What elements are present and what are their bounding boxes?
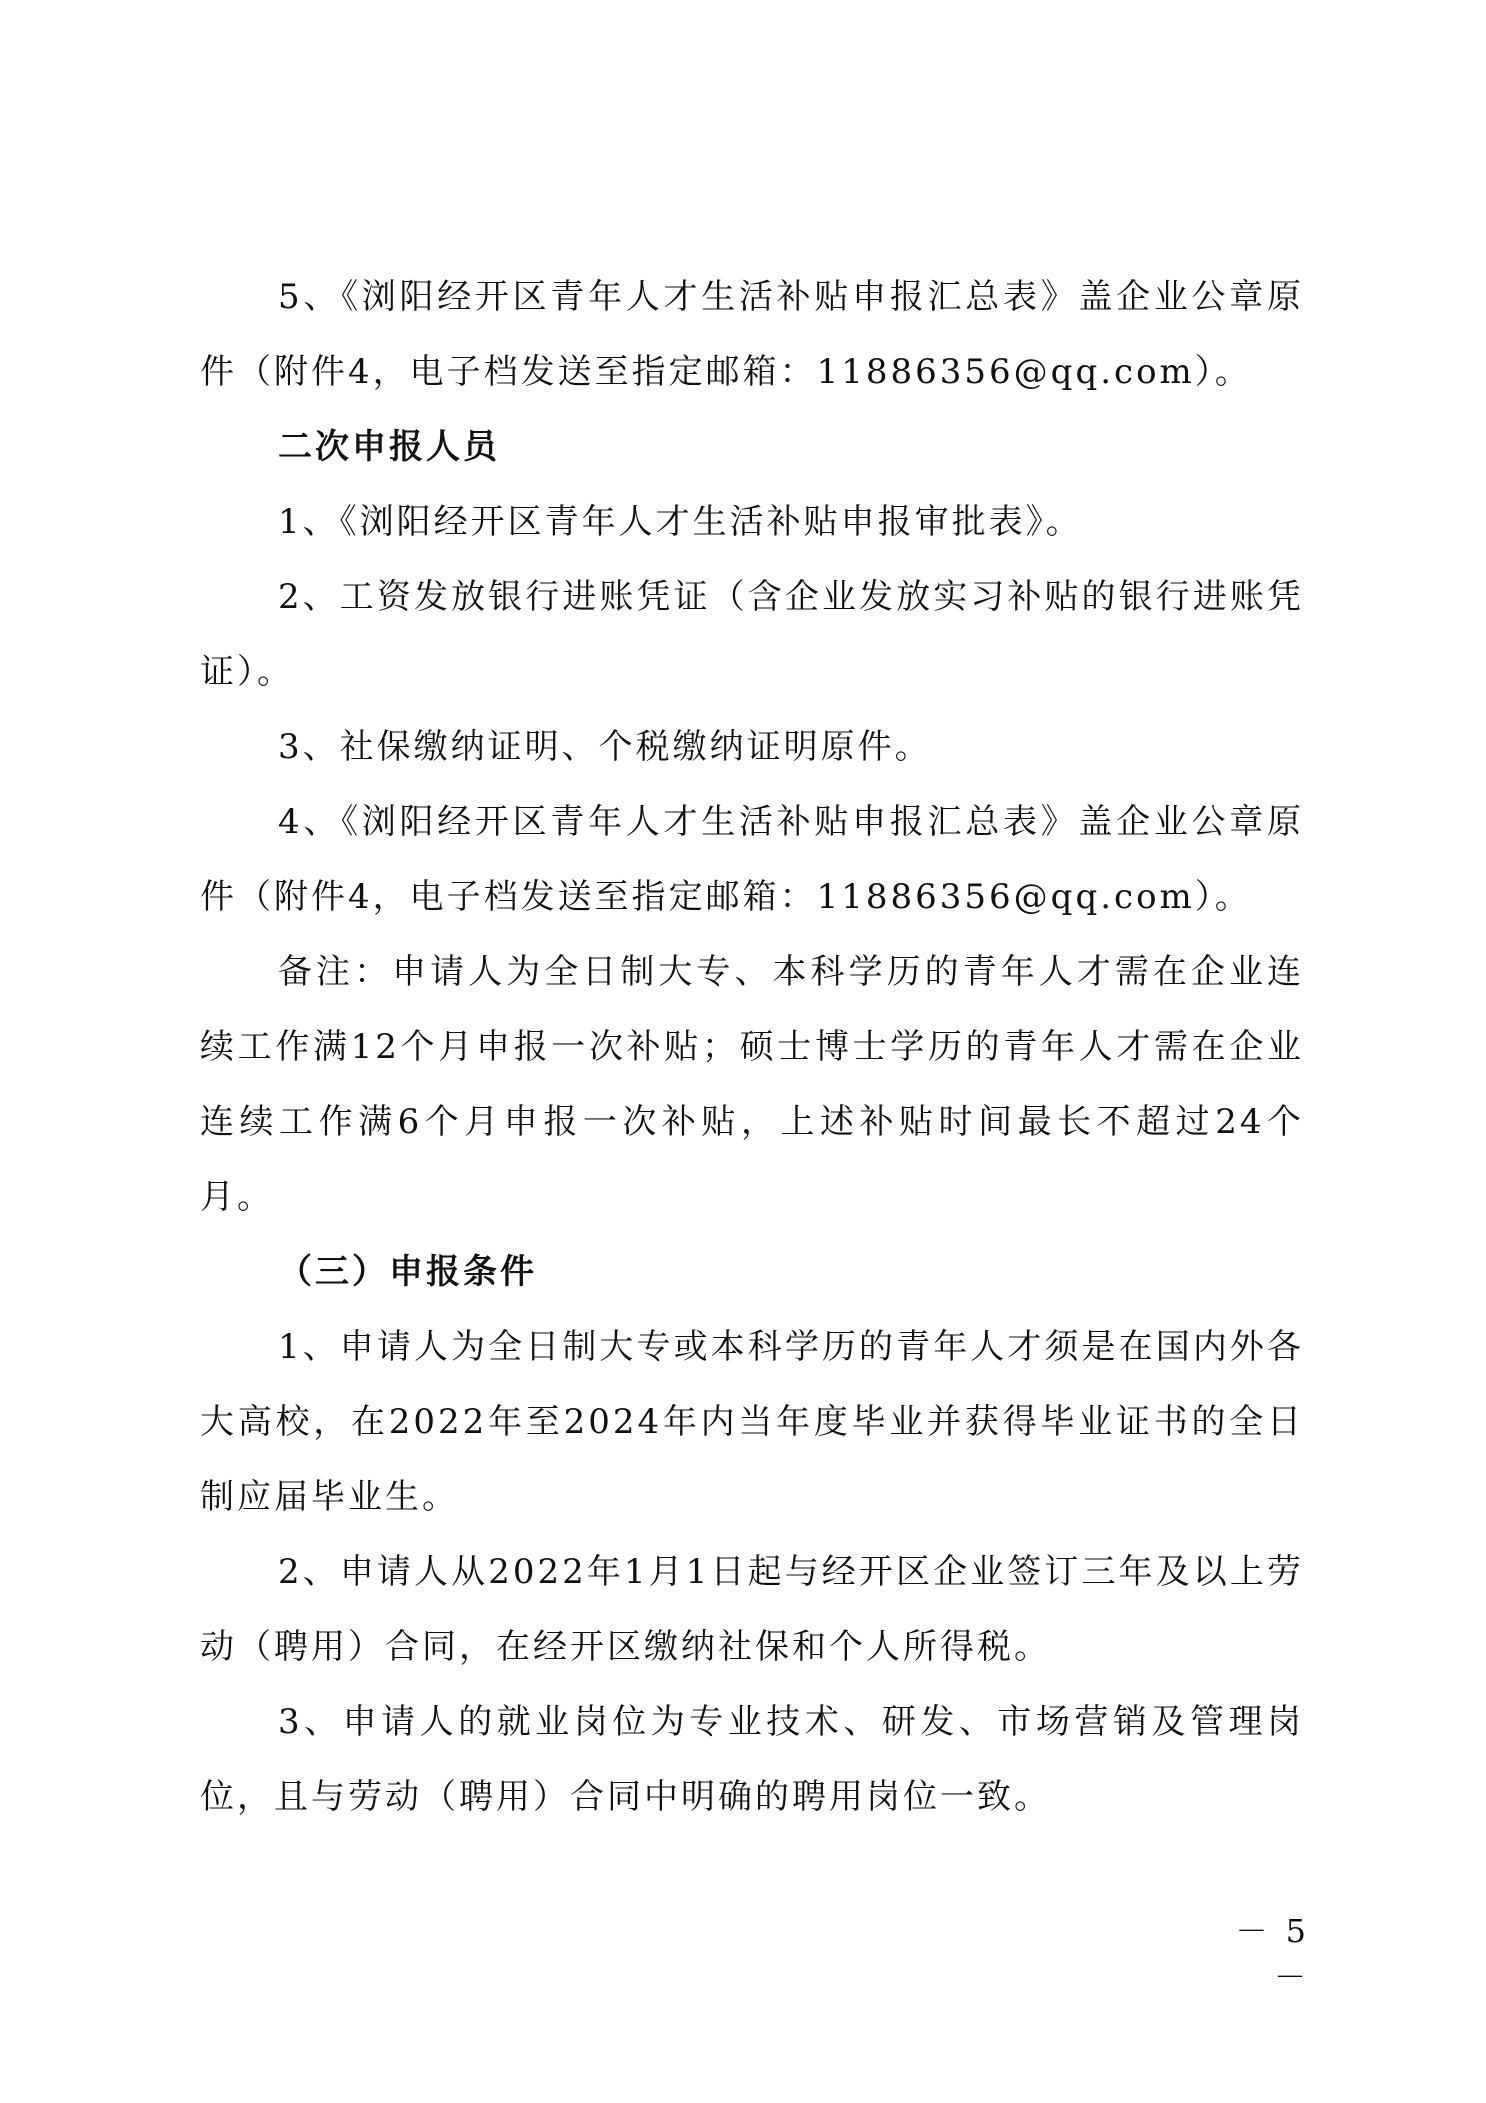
section-heading-application-conditions: （三）申报条件 [278, 1252, 537, 1292]
paragraph-condition-1: 1、申请人为全日制大专或本科学历的青年人才须是在国内外各大高校，在2022年至2024年内当年度毕业并获得毕业证书的全日制应届毕业生。 [200, 1327, 1304, 1517]
paragraph-item-4-summary-form: 4、《浏阳经开区青年人才生活补贴申报汇总表》盖企业公章原件（附件4，电子档发送至指定邮箱：11886356@qq.com）。 [200, 802, 1304, 917]
document-body [200, 260, 1304, 1835]
paragraph-item-1-approval-form: 1、《浏阳经开区青年人才生活补贴申报审批表》。 [278, 502, 1083, 542]
paragraph-item-2-bank-voucher: 2、工资发放银行进账凭证（含企业发放实习补贴的银行进账凭证）。 [200, 577, 1304, 692]
section-heading-second-application: 二次申报人员 [278, 427, 500, 467]
paragraph-condition-3: 3、申请人的就业岗位为专业技术、研发、市场营销及管理岗位，且与劳动（聘用）合同中明确的聘用岗位一致。 [200, 1702, 1304, 1817]
paragraph-item-5-summary-form: 5、《浏阳经开区青年人才生活补贴申报汇总表》盖企业公章原件（附件4，电子档发送至指定邮箱：11886356@qq.com）。 [200, 277, 1304, 392]
paragraph-remark: 备注：申请人为全日制大专、本科学历的青年人才需在企业连续工作满12个月申报一次补贴；硕士博士学历的青年人才需在企业连续工作满6个月申报一次补贴，上述补贴时间最长不超过24个月。 [200, 952, 1304, 1217]
page-number: － 5 － [1235, 1912, 1310, 1996]
paragraph-condition-2: 2、申请人从2022年1月1日起与经开区企业签订三年及以上劳动（聘用）合同，在经开区缴纳社保和个人所得税。 [200, 1552, 1304, 1667]
paragraph-item-3-social-security: 3、社保缴纳证明、个税缴纳证明原件。 [278, 727, 932, 767]
